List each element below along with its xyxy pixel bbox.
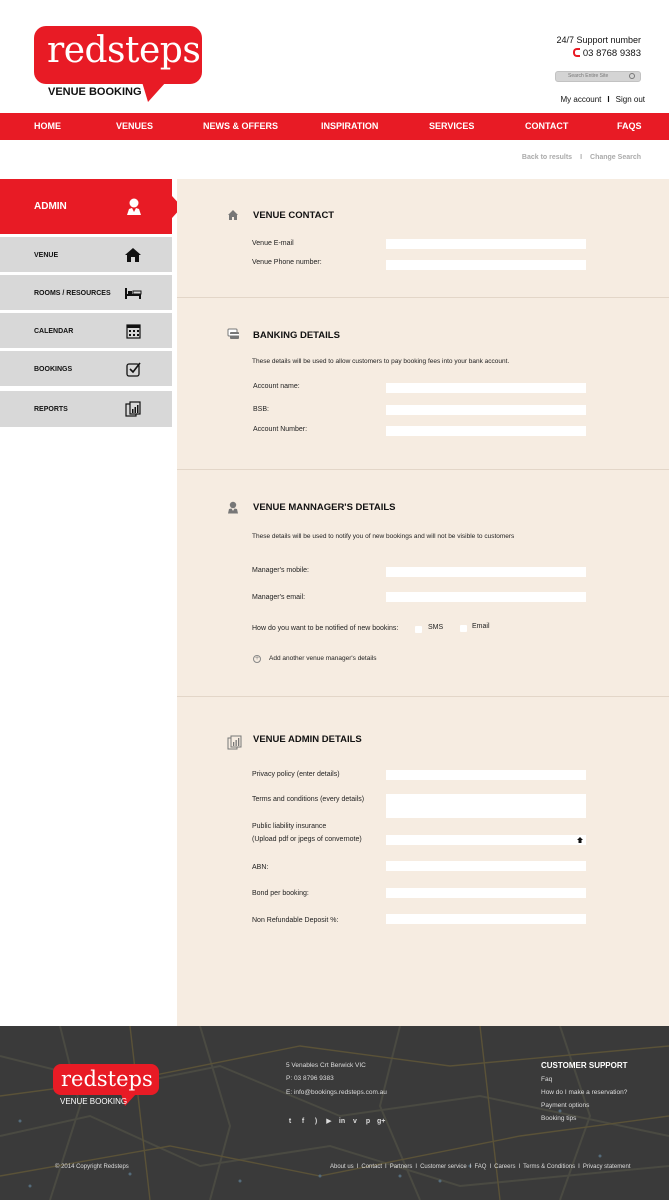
abn-field[interactable]: [386, 861, 586, 871]
notify-email-checkbox[interactable]: [460, 625, 467, 632]
abn-label: ABN:: [252, 864, 269, 871]
footer-bottom-links: About us I Contact I Partners I Customer service I FAQ I Careers I Terms & Conditions I Privacy statement: [330, 1164, 631, 1170]
support-title: 24/7 Support number: [556, 35, 641, 45]
section-divider: [177, 297, 669, 298]
rss-icon[interactable]: ): [314, 1118, 318, 1125]
phone-icon: [573, 48, 580, 57]
my-account-link[interactable]: My account: [560, 95, 602, 104]
youtube-icon[interactable]: ▶: [326, 1118, 332, 1125]
sidebar-item-label: VENUE: [34, 252, 59, 259]
logo-subtitle: VENUE BOOKING: [48, 86, 142, 98]
footer-logo-text: redsteps: [61, 1067, 153, 1091]
customer-support-title: CUSTOMER SUPPORT: [541, 1061, 628, 1070]
social-links: [286, 1110, 390, 1128]
bsb-field[interactable]: [386, 405, 586, 415]
checkbox-icon: [124, 361, 142, 377]
sub-links: [522, 154, 641, 161]
sidebar-item-bookings[interactable]: [0, 351, 172, 388]
report-icon: [227, 735, 242, 750]
linkedin-icon[interactable]: in: [338, 1118, 346, 1125]
footer-link-partners[interactable]: Partners: [389, 1164, 413, 1170]
deposit-label: Non Refundable Deposit %:: [252, 917, 339, 924]
venue-phone-label: Venue Phone number:: [252, 259, 322, 266]
venue-phone-field[interactable]: [386, 260, 586, 270]
sidebar-item-label: CALENDAR: [34, 328, 74, 335]
footer-address: 5 Venables Crt Berwick VIC: [286, 1062, 366, 1069]
upload-icon[interactable]: [577, 837, 583, 843]
support-link-faq[interactable]: Faq: [541, 1076, 553, 1083]
section-title-manager: VENUE MANNAGER'S DETAILS: [253, 502, 396, 513]
section-title-admin: VENUE ADMIN DETAILS: [253, 734, 362, 745]
account-name-label: Account name:: [253, 383, 300, 390]
footer-link-careers[interactable]: Careers: [494, 1164, 516, 1170]
section-divider: [177, 469, 669, 470]
nav-contact[interactable]: CONTACT: [525, 121, 569, 131]
facebook-icon[interactable]: f: [301, 1118, 305, 1125]
footer-phone: P: 03 8796 9383: [286, 1075, 334, 1082]
logo-tail: [142, 82, 166, 102]
nav-faqs[interactable]: FAQS: [617, 121, 642, 131]
vimeo-icon[interactable]: v: [353, 1118, 357, 1125]
liability-label: Public liability insurance: [252, 823, 327, 830]
section-title-venue-contact: VENUE CONTACT: [253, 210, 335, 221]
section-divider: [177, 696, 669, 697]
notify-sms-checkbox[interactable]: [415, 626, 422, 633]
support-link-booking-tips[interactable]: Booking tips: [541, 1115, 577, 1122]
sidebar-item-label: BOOKINGS: [34, 366, 73, 373]
footer-logo[interactable]: [53, 1064, 159, 1114]
sidebar-item-label: REPORTS: [34, 406, 68, 413]
account-links: [561, 95, 646, 104]
add-circle-icon[interactable]: +: [254, 655, 260, 662]
manager-mobile-field[interactable]: [386, 567, 586, 577]
redsteps-logo[interactable]: [34, 26, 202, 102]
user-icon: [227, 501, 239, 514]
home-icon: [124, 247, 142, 263]
user-icon: [126, 198, 142, 216]
footer-link-contact[interactable]: Contact: [361, 1164, 383, 1170]
banking-description: These details will be used to allow customers to pay booking fees into your bank account.: [252, 358, 510, 365]
link-separator: I: [580, 154, 583, 161]
nav-services[interactable]: SERVICES: [429, 121, 475, 131]
search-placeholder: Search Entire Site: [568, 73, 609, 79]
bed-icon: [124, 285, 142, 301]
support-link-payment[interactable]: Payment options: [541, 1102, 590, 1109]
notify-email-label: Email: [472, 623, 490, 630]
liability-upload-field[interactable]: [386, 835, 586, 845]
account-number-field[interactable]: [386, 426, 586, 436]
nav-inspiration[interactable]: INSPIRATION: [321, 121, 379, 131]
terms-label: Terms and conditions (every details): [252, 796, 365, 803]
change-search-link[interactable]: Change Search: [590, 154, 641, 161]
logo-text: redsteps: [47, 30, 201, 71]
sidebar-item-label: ROOMS / RESOURCES: [34, 290, 111, 297]
footer-link-privacy[interactable]: Privacy statement: [582, 1164, 631, 1170]
account-name-field[interactable]: [386, 383, 586, 393]
manager-description: These details will be used to notify you of new bookings and will not be visible to customers: [252, 533, 515, 540]
privacy-label: Privacy policy (enter details): [252, 771, 340, 778]
main-content: [177, 179, 669, 1026]
nav-venues[interactable]: VENUES: [116, 121, 154, 131]
footer-link-faq[interactable]: FAQ: [474, 1164, 487, 1170]
search-icon[interactable]: [629, 73, 635, 79]
footer-email[interactable]: E: info@bookings.redsteps.com.au: [286, 1089, 387, 1096]
link-separator: I: [607, 95, 610, 104]
back-to-results-link[interactable]: Back to results: [521, 154, 573, 161]
sidebar-item-reports[interactable]: [0, 391, 172, 429]
deposit-field[interactable]: [386, 914, 586, 924]
sidebar-item-rooms[interactable]: [0, 275, 172, 312]
section-title-banking: BANKING DETAILS: [253, 330, 340, 341]
privacy-field[interactable]: [386, 770, 586, 780]
sign-out-link[interactable]: Sign out: [615, 95, 645, 104]
report-icon: [124, 401, 142, 417]
bsb-label: BSB:: [253, 406, 269, 413]
liability-sublabel: (Upload pdf or jpegs of convernote): [252, 836, 362, 843]
nav-home[interactable]: HOME: [34, 121, 61, 131]
support-phone-number: 03 8768 9383: [582, 48, 641, 59]
pinterest-icon[interactable]: p: [365, 1118, 371, 1125]
support-link-reservation[interactable]: How do I make a reservation?: [541, 1089, 628, 1096]
header: [0, 0, 669, 113]
sidebar-admin-label: ADMIN: [34, 201, 67, 212]
main-nav: [0, 113, 669, 140]
credit-card-icon: [227, 328, 240, 341]
search-input[interactable]: [555, 71, 641, 82]
venue-email-label: Venue E-mail: [252, 240, 294, 247]
notify-sms-label: SMS: [428, 624, 444, 631]
footer-link-terms[interactable]: Terms & Conditions: [523, 1164, 576, 1170]
twitter-icon[interactable]: t: [288, 1118, 292, 1125]
manager-email-label: Manager's email:: [252, 594, 306, 601]
home-icon: [227, 209, 239, 221]
manager-email-field[interactable]: [386, 592, 586, 602]
footer-link-customer-service[interactable]: Customer service: [420, 1164, 467, 1170]
copyright: © 2014 Copyright Redsteps: [55, 1164, 129, 1170]
bond-label: Bond per booking:: [252, 890, 309, 897]
venue-email-field[interactable]: [386, 239, 586, 249]
google-plus-icon[interactable]: g+: [377, 1118, 386, 1125]
sidebar-item-admin[interactable]: [0, 179, 172, 234]
account-number-label: Account Number:: [253, 426, 308, 433]
support-phone: [573, 48, 641, 59]
sidebar-item-venue[interactable]: [0, 237, 172, 274]
nav-news-offers[interactable]: NEWS & OFFERS: [203, 121, 279, 131]
add-manager-link[interactable]: Add another venue manager's details: [269, 655, 377, 662]
notify-label: How do you want to be notified of new bookins:: [252, 625, 399, 632]
footer-logo-subtitle: VENUE BOOKING: [60, 1097, 128, 1106]
manager-mobile-label: Manager's mobile:: [252, 567, 309, 574]
footer-link-about[interactable]: About us: [330, 1164, 354, 1170]
sidebar-item-calendar[interactable]: [0, 313, 172, 350]
bond-field[interactable]: [386, 888, 586, 898]
terms-field[interactable]: [386, 794, 586, 818]
calendar-icon: [124, 323, 142, 339]
